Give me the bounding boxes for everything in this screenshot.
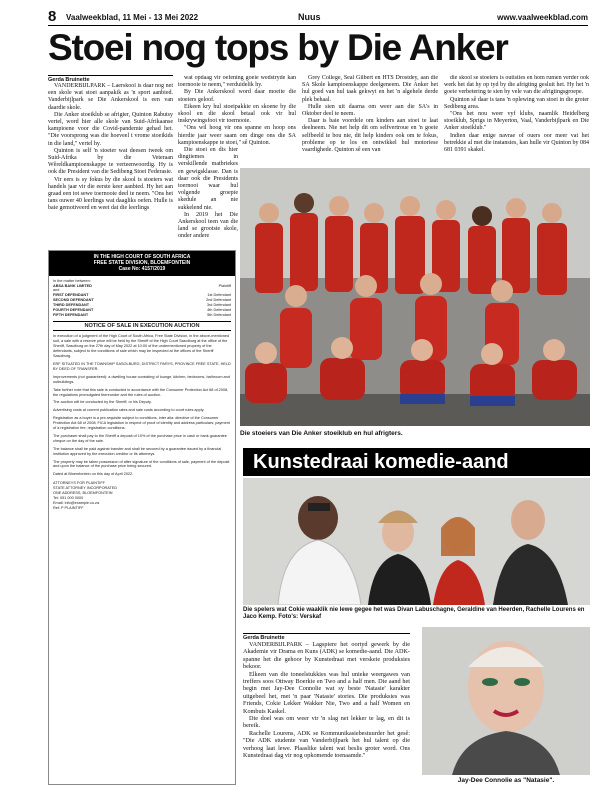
legal-paragraph: Registration as a buyer is a pre-requisite subject to conditions, inter alia: directive of the Consumer Protection Act 68 of 2008; FICA legislation in respect of proof of identity and address particulars; payment of a registration fee; registration conditions. <box>53 416 230 431</box>
party-role: 1st Defendant <box>207 293 231 298</box>
paragraph: VANDERBIJLPARK – Laerskool is daar nog net een skole wat stoei aanpakik as 'n sport aanbied. Vanderbijlpark se Die Ankerskool is een van daardie skole. <box>48 83 173 111</box>
attorney-line: Ref: P PLAINTIFF <box>53 505 84 510</box>
wrestling-team-image <box>240 168 590 426</box>
natasie-photo-caption: Jay-Dee Connolie as "Natasie". <box>457 777 555 784</box>
paragraph: Eikeen kry hul stoeipakkie en skoene by die skool en die skool betaal ook vir hul inskrywingsfooi vir toernooie. <box>178 103 296 125</box>
paragraph: Elkeen van die toneelstukkies was hul unieke weergawes van treffers soos Ottway Boerkie en Two and a half men. Die aand het begin met Jay-Dee Connolie wat sy beste 'Natasie' karakter uitgebeel het, met 'n paar 'Natasie' stories. Die produksies was Friends, Cokie Lekker Wakker Nie, Two and a half Women en Kombuis Kaskel. <box>243 670 410 715</box>
story1-column-3 <box>302 75 438 163</box>
legal-paragraph: The property may be taken possession of after signature of the conditions of sale, payment of the deposit and upon the balance of the purchase price being secured. <box>53 459 230 469</box>
party-name: SECOND DEFENDANT <box>53 298 94 303</box>
party-name: ABSA BANK LIMITED <box>53 283 92 288</box>
attorney-line: ONE ADDRESS, BLOEMFONTEIN <box>53 491 113 496</box>
attorney-block <box>53 481 231 510</box>
party-name: FIFTH DEFENDANT <box>53 312 89 317</box>
in-matter-label: In the matter between: <box>53 278 91 283</box>
paragraph: Daar is baie voordele om kinders aan stoei te laat deelneem. Nie net help dit om selfvertroue en 'n goeie selfbeeld te bou nie, dit help kinders ook om te fokus, probleme op te los en ontwikkel hul motoriese vaardighede. Quinton sê een van <box>302 118 438 154</box>
paragraph: Hulle sien uit daarna om weer aan die SA's in Oktober deel te neem. <box>302 103 438 118</box>
wrestling-team-photo <box>240 168 590 426</box>
issue-date: Vaalweekblad, 11 Mei - 13 Mei 2022 <box>66 13 199 22</box>
wrestling-photo-caption: Die stoeiers van Die Anker stoeiklub en hul afrigters. <box>240 430 403 437</box>
party-role: 2nd Defendant <box>206 298 231 303</box>
paragraph: Indien daar enige navrae of ouers oor meer vat het betrekkie al met die instansies, kan hulle vir Quinton by 084 681 0391 skakel. <box>444 132 589 154</box>
story1-column-4 <box>444 75 589 163</box>
story2-byline: Gerda Bruinette <box>243 633 410 641</box>
party-role: 3rd Defendant <box>206 303 231 308</box>
legal-notice-box <box>48 250 236 785</box>
paragraph: die skool se stoeiers is outisties en hom rumen verder ook werk het dat hy op tyd by die afrigting gesluit het. Hy het 'n goeie verbetering te sien by vele van die afrigtingsgroepe. <box>444 75 589 96</box>
party-role: Plaintiff <box>218 283 231 288</box>
legal-paragraph: In execution of a judgment of the High Court of South Africa, Free State Division, in the above-mentioned suit, a sale with a reserve price will be held by the Sheriff of the High Court Sasolburg at the office of the Sheriff, Sasolburg on the 27th day of May 2022 at 10:00 of the undermentioned property of the defendants, subject to the conditions of sale which may be inspected at the offices of the Sheriff Sasolburg. <box>53 334 230 359</box>
paragraph: VANDERBIJLPARK – Lagspiere het oortyd gewerk by die Akademie vir Drama en Kuns (ADK) se komedie-aand. Die ADK-spanne het die gehoor by Kunstedraai met verskeie produksies bekoor. <box>243 641 410 671</box>
narrow-text <box>178 147 238 241</box>
legal-paragraph: Dated at Bloemfontein on this day of April 2022. <box>53 472 134 477</box>
main-headline: Stoei nog tops by Die Anker <box>48 27 508 68</box>
party-name: THIRD DEFENDANT <box>53 303 90 308</box>
paragraph: By Die Ankerskool word daar moeite die stoeiers geloof. <box>178 89 296 103</box>
party-row <box>53 313 231 318</box>
story2-column-1 <box>243 641 410 786</box>
attorney-line: Tel: 051 000 0000 <box>53 496 84 501</box>
page-header <box>48 10 588 26</box>
comedy-evening-banner: Kunstedraai komedie-aand <box>243 448 590 476</box>
attorney-line: Email: info@example.co.za <box>53 500 100 505</box>
paragraph: Quinton is self 'n stoeier wat deesen tweek om Suid-Afrika by die Veteraan Wêreldkampioenskappe te verteenwoordig. Hy is ook die President van die Sedibeng Stoei Federasie. <box>48 147 173 176</box>
story1-byline: Gerda Bruinette <box>48 75 173 83</box>
comedy-cast-photo <box>243 478 590 605</box>
paragraph: Grey College, Seal Gilbert en HTS Drostdey, aan die SA Skole kampioenskappe deelgeneem. Die Anker het hul goed van hul taak gekwyt en het 'n algehele derde plek behaal. <box>302 75 438 103</box>
paragraph: wat opdaag vir oefening goeie wedstryde kan toernooie te neem," verduidelik hy. <box>178 75 296 89</box>
paragraph: "Ons wil hoog vir ons spanne en hoop ons hierdie jaar weer saam om dinge ons die SA kampioenskappe te stoei," sê Quinton. <box>178 125 296 146</box>
legal-paragraph: ERF SITUATED IN THE TOWNSHIP SASOLBURG, DISTRICT PARYS, PROVINCE FREE STATE, HELD BY DEED OF TRANSFER. <box>53 361 231 371</box>
story1-column-1 <box>48 83 173 245</box>
natasie-character-photo <box>422 627 590 775</box>
natasie-character-image <box>422 627 590 775</box>
paragraph: Die stoei en dis hier dingtiemes in verskillende matbriekes en gewigsklasse. Dan is daar ook die Presidents toernooi waar hul volgende groepie skedule an nie sukkelend nie. <box>178 147 238 211</box>
paragraph: Vir eers is sy fokus by die skool is stoeiers wat handels jaar vir die eerste keer aanbied. Hy het aan graad een tot sewe toernooie deel te neem. "Ons het tans ouwer 40 leerlings wat daagliks oefen. Hulle is baie gemotiveerd en weet dat die leerlings <box>48 176 173 212</box>
website-url: www.vaalweekblad.com <box>497 13 588 22</box>
legal-paragraph: The balance shall be paid against transfer and shall be secured by a guarantee issued by a financial institution approved by the execution creditor or its attorneys. <box>53 446 222 456</box>
legal-paragraph: Improvements (not guaranteed): a dwelling house consisting of lounge, kitchen, bedrooms, bathroom and outbuildings. <box>53 374 230 384</box>
party-name: FIRST DEFENDANT <box>53 293 89 298</box>
court-division: FREE STATE DIVISION, BLOEMFONTEIN <box>93 260 191 267</box>
paragraph: In 2019 het Die Ankerskool teen van die land se grootste skole, onder andere <box>178 211 238 240</box>
paragraph: "Ons het nou weer vyf klubs, naamlik Heidelberg stoeiklub, Sprigs in Meyerton, Vaal, Vanderbijlpark en Die Anker stoeiklub." <box>444 111 589 132</box>
party-name: and <box>53 288 60 293</box>
paragraph: Die Anker stoeiklub se afrigter, Quinton Rabutsy vertel, word hier alle skole van Suid-Afrikaanse kampioene voor die Covid-pandemie gehad het. "Die voorsprong was die hoeveel t vrome stoeikids in die land," vertel hy. <box>48 111 173 147</box>
attorney-line: ATTORNEYS FOR PLAINTIFF <box>53 481 105 486</box>
party-name: FOURTH DEFENDANT <box>53 308 94 313</box>
party-role: 4th Defendant <box>207 308 231 313</box>
case-number: Case No: 4157/2019 <box>118 266 166 273</box>
comedy-cast-image <box>243 478 590 605</box>
legal-paragraph: The auction will be conducted by the Sheriff, or his Deputy. <box>53 400 152 405</box>
comedy-photo-caption: Die spelers wat Cokie waaklik nie lewe gegee het was Divan Labuschagne, Geraldine van Heerden, Rachelle Lourens en Jaco Kemp. Foto's: Verskaf <box>243 607 585 620</box>
legal-paragraph: Take further note that this sale is conducted in accordance with the Consumer Protection Act 68 of 2008, the regulations promulgated thereunder and the rules of auction. <box>53 387 229 397</box>
legal-paragraph: The purchaser shall pay to the Sheriff a deposit of 10% of the purchase price in cash or bank guarantee cheque on the day of the sale. <box>53 433 227 443</box>
legal-paragraph: Advertising costs at current publication rates and sale costs according to court rules apply. <box>53 408 205 413</box>
attorney-line: STATE ATTORNEY INCORPORATED <box>53 486 118 491</box>
section-name: Nuus <box>298 12 321 22</box>
page-number: 8 <box>48 8 57 25</box>
paragraph: Die doel was om weer vir 'n slag net lekker te lag, en dit is bereik. <box>243 715 410 730</box>
paragraph: Quinton sê daar is tans 'n oplewing van stoei in die groter Sedibeng area. <box>444 96 589 110</box>
paragraph: Rachelle Lourens, ADK se Kommunikasiebestuurder het gesê: "Die ADK studente van Vanderbijlpark het hul talent op die verhoog laat lewe. Plaaslike talent wat beslis groter word. Ons Kunstedraai dag vir nog opkomende toenaamde." <box>243 729 410 760</box>
party-role: 5th Defendant <box>207 312 231 317</box>
legal-notice-heading <box>49 251 235 276</box>
legal-notice-body <box>49 276 235 514</box>
court-title: IN THE HIGH COURT OF SOUTH AFRICA <box>93 254 191 260</box>
notice-title: NOTICE OF SALE IN EXECUTION AUCTION <box>53 321 231 332</box>
